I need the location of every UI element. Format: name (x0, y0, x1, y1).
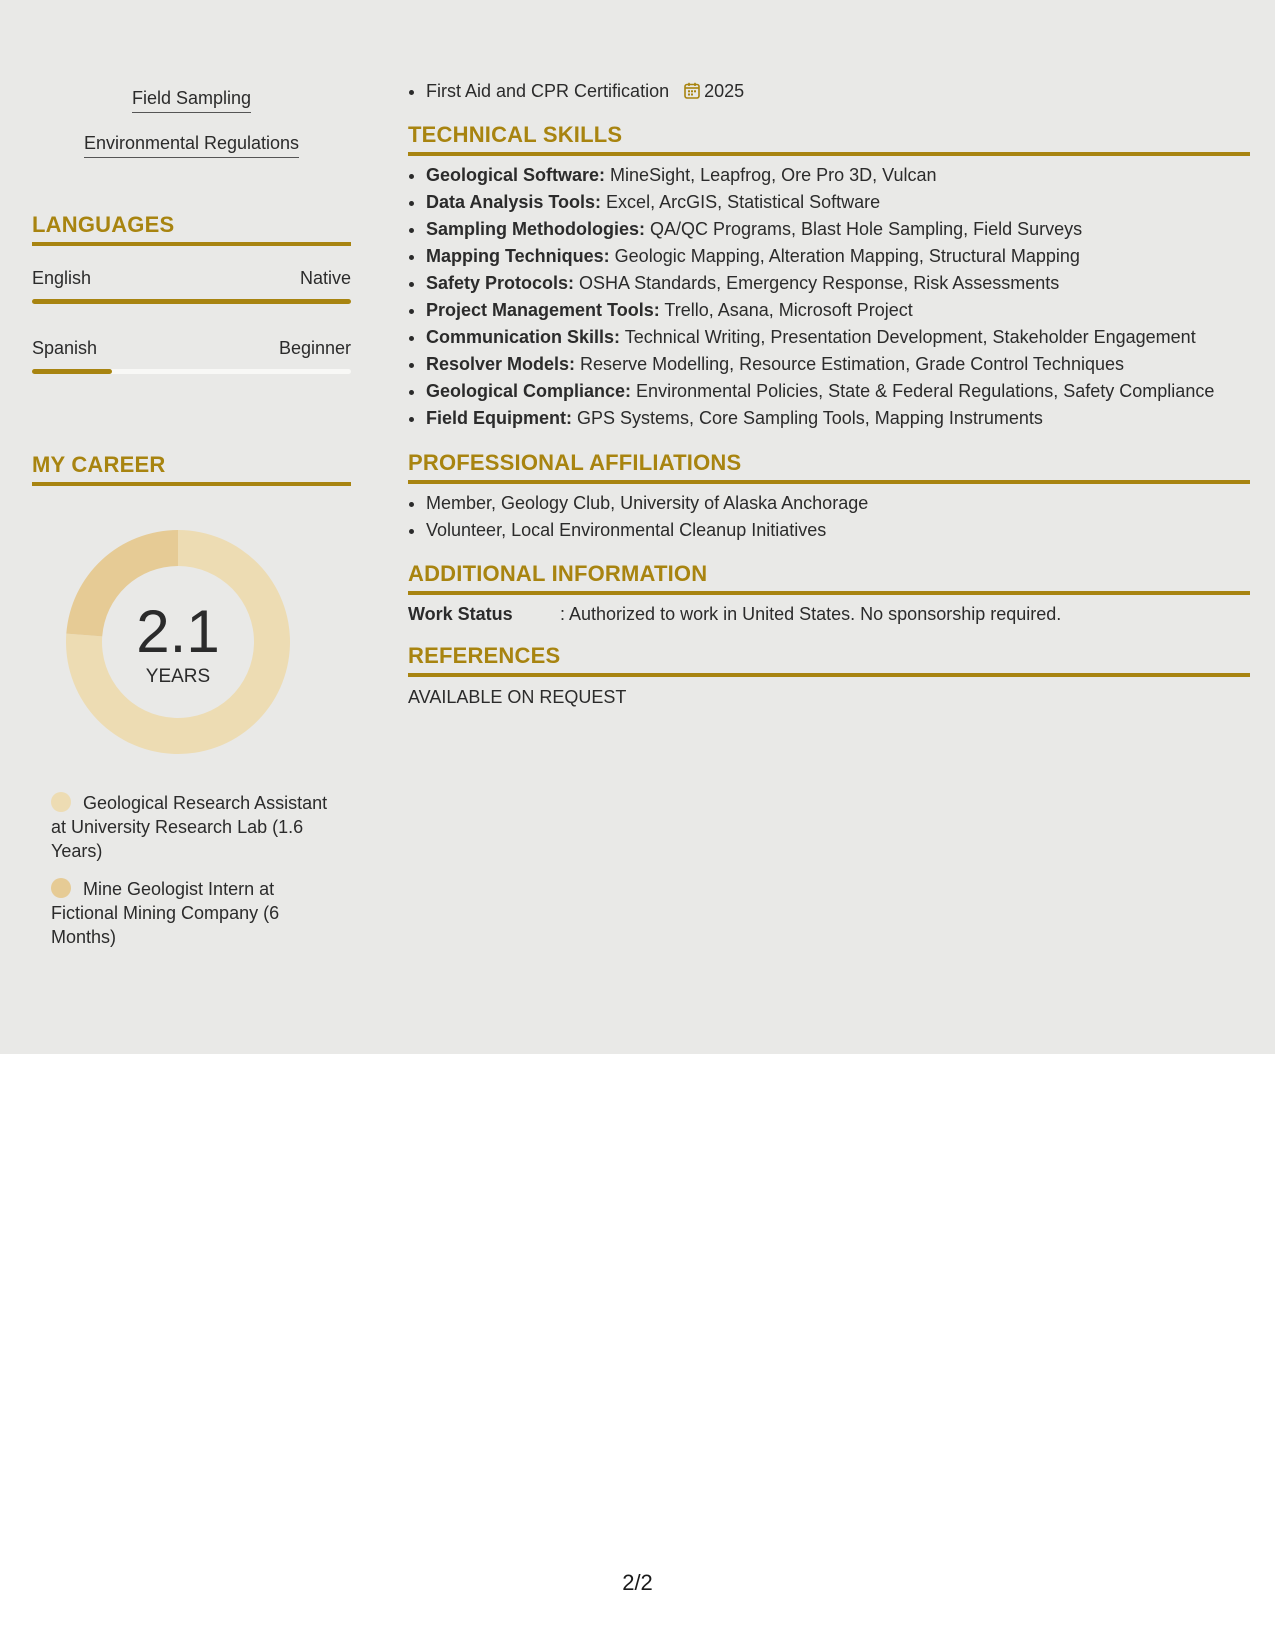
calendar-icon (684, 82, 700, 99)
affiliation-item: • Member, Geology Club, University of Alaska Anchorage (426, 490, 868, 517)
skill-value: Technical Writing, Presentation Development, Stakeholder Engagement (620, 327, 1196, 347)
certification-year: 2025 (704, 81, 745, 101)
technical-skill-item (426, 324, 1214, 351)
skill-label: Project Management Tools: (426, 300, 660, 320)
skill-label: Sampling Methodologies: (426, 219, 645, 239)
career-heading: MY CAREER (32, 452, 351, 486)
skill-value: Trello, Asana, Microsoft Project (659, 300, 913, 320)
references-text: AVAILABLE ON REQUEST (408, 687, 627, 707)
language-bar (32, 299, 351, 304)
interest-item: Field Sampling (32, 88, 351, 113)
legend-dot-icon (51, 878, 71, 898)
career-donut-chart (66, 530, 290, 754)
language-name: Spanish (32, 338, 98, 358)
legend-dot-icon (51, 792, 71, 812)
skill-label: Resolver Models: (426, 354, 576, 374)
skill-value: Reserve Modelling, Resource Estimation, Grade Control Techniques (575, 354, 1124, 374)
affiliation-item: • Volunteer, Local Environmental Cleanup Initiatives (426, 517, 868, 544)
skill-label: Mapping Techniques: (426, 246, 610, 266)
skill-label: Geological Compliance: (426, 381, 632, 401)
page-number: 2/2 (622, 1570, 653, 1595)
language-name: English (32, 268, 92, 288)
skill-label: Safety Protocols: (426, 273, 575, 293)
languages-heading: LANGUAGES (32, 212, 351, 246)
interest-item: Environmental Regulations (32, 133, 351, 158)
certification-item: • First Aid and CPR Certification 2025 (426, 78, 744, 105)
technical-skill-item (426, 216, 1214, 243)
skill-label: Field Equipment: (426, 408, 572, 428)
technical-skills-heading: TECHNICAL SKILLS (408, 122, 1250, 156)
skill-value: GPS Systems, Core Sampling Tools, Mapping Instruments (572, 408, 1043, 428)
technical-skill-item (426, 270, 1214, 297)
certification-list (408, 78, 744, 105)
affiliations-heading: PROFESSIONAL AFFILIATIONS (408, 450, 1250, 484)
technical-skill-item (426, 189, 1214, 216)
language-bar-fill (32, 369, 112, 374)
additional-info-heading: ADDITIONAL INFORMATION (408, 561, 1250, 595)
references-heading: REFERENCES (408, 643, 1250, 677)
skill-value: QA/QC Programs, Blast Hole Sampling, Field Surveys (645, 219, 1083, 239)
career-total: 2.1 (136, 598, 220, 665)
affiliations-list (408, 490, 868, 544)
skill-value: MineSight, Leapfrog, Ore Pro 3D, Vulcan (605, 165, 937, 185)
work-status-value: : Authorized to work in United States. No sponsorship required. (560, 604, 1062, 624)
work-status-label: Work Status (408, 604, 513, 624)
technical-skill-item (426, 405, 1214, 432)
career-unit: YEARS (145, 666, 211, 687)
language-bar (32, 369, 351, 374)
language-bar-fill (32, 299, 351, 304)
technical-skill-item (426, 297, 1214, 324)
skill-value: OSHA Standards, Emergency Response, Risk Assessments (574, 273, 1060, 293)
technical-skill-item (426, 162, 1214, 189)
skill-label: Geological Software: (426, 165, 606, 185)
skill-value: Geologic Mapping, Alteration Mapping, Structural Mapping (609, 246, 1080, 266)
language-level: Beginner (278, 338, 351, 358)
skill-label: Communication Skills: (426, 327, 621, 347)
career-legend-item: Mine Geologist Intern at Fictional Mining Company (6 Months) (51, 879, 280, 947)
technical-skills-list (408, 162, 1214, 432)
technical-skill-item (426, 243, 1214, 270)
language-level: Native (299, 268, 351, 288)
technical-skill-item (426, 378, 1214, 405)
skill-label: Data Analysis Tools: (426, 192, 602, 212)
technical-skill-item (426, 351, 1214, 378)
career-legend-item: Geological Research Assistant at University Research Lab (1.6 Years) (51, 793, 328, 861)
skill-value: Excel, ArcGIS, Statistical Software (601, 192, 881, 212)
skill-value: Environmental Policies, State & Federal Regulations, Safety Compliance (631, 381, 1215, 401)
